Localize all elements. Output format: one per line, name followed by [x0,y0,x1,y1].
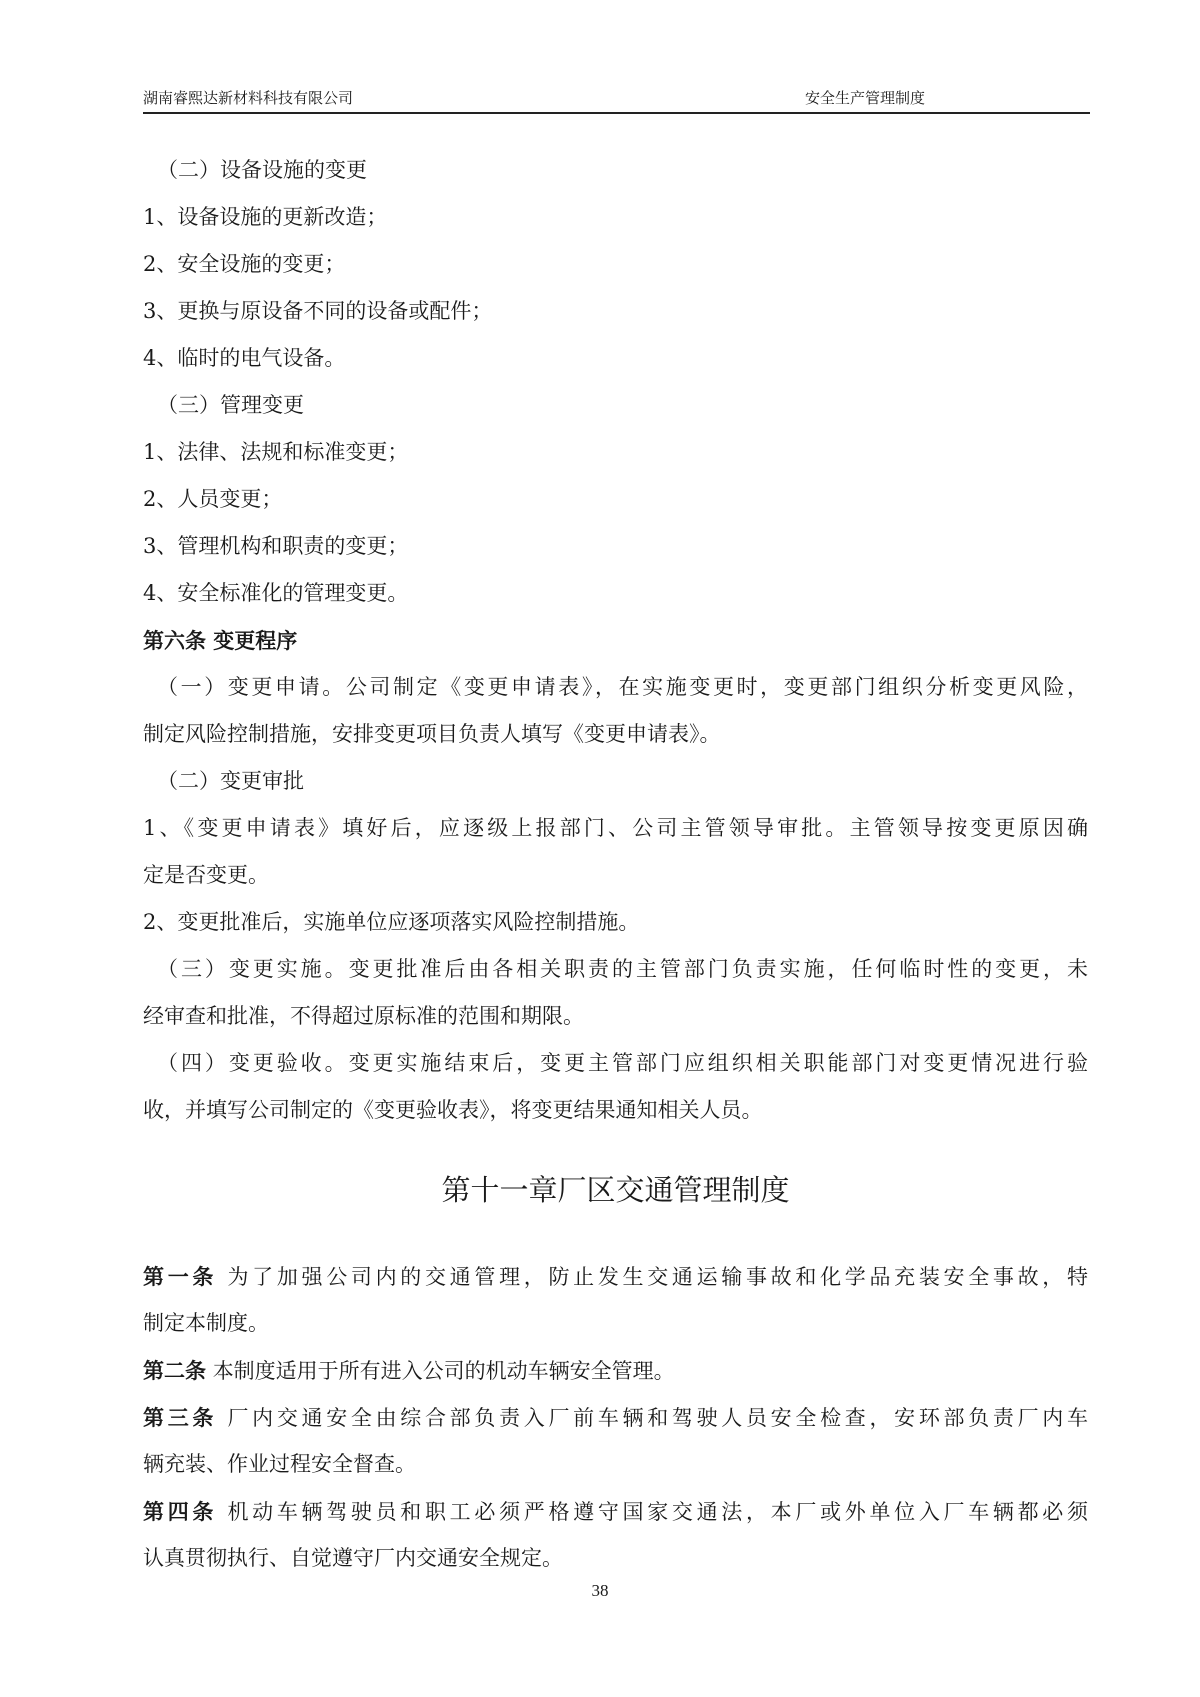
article [143,1394,1088,1488]
article-label: 第二条 [143,1358,206,1383]
page-header [143,82,1090,114]
list-item: 1、法律、法规和标准变更； [143,440,409,464]
header-doc-title: 安全生产管理制度 [805,89,926,107]
article-label: 第三条 [143,1405,218,1430]
paragraph-line: 收，并填写公司制定的《变更验收表》，将变更结果通知相关人员。 [143,1098,763,1122]
list-item: 3、管理机构和职责的变更； [143,534,409,558]
paragraph-line [143,1347,1088,1394]
article-label: 第四条 [143,1499,218,1524]
paragraph-line [143,1253,1088,1300]
paragraph-line: 2、变更批准后，实施单位应逐项落实风险控制措施。 [143,910,640,934]
paragraph-line [143,1394,1088,1441]
page-body [143,147,1088,1582]
article-text: 机动车辆驾驶员和职工必须严格遵守国家交通法，本厂或外单位入厂车辆都必须 [227,1500,1088,1524]
list-item: 2、人员变更； [143,487,283,511]
list-item: 3、更换与原设备不同的设备或配件； [143,299,493,323]
paragraph-line: 认真贯彻执行、自觉遵守厂内交通安全规定。 [143,1546,563,1570]
paragraph-line [143,1488,1088,1535]
list-item: 4、安全标准化的管理变更。 [143,581,409,605]
paragraph-line: （三）变更实施。变更批准后由各相关职责的主管部门负责实施，任何临时性的变更，未 [157,957,1088,981]
paragraph-line: 1、《变更申请表》填好后，应逐级上报部门、公司主管领导审批。主管领导按变更原因确 [143,816,1088,840]
header-company: 湖南睿熙达新材料科技有限公司 [143,89,354,107]
article-text: 厂内交通安全由综合部负责入厂前车辆和驾驶人员安全检查，安环部负责厂内车 [227,1406,1088,1430]
paragraph-line: 制定本制度。 [143,1311,269,1335]
section-heading: （二）变更审批 [157,769,304,793]
paragraph-line: （四）变更验收。变更实施结束后，变更主管部门应组织相关职能部门对变更情况进行验 [157,1051,1088,1075]
list-item: 4、临时的电气设备。 [143,346,346,370]
paragraph-line: （一）变更申请。公司制定《变更申请表》，在实施变更时，变更部门组织分析变更风险， [157,675,1088,699]
paragraph-line: 经审查和批准，不得超过原标准的范围和期限。 [143,1004,584,1028]
article [143,1253,1088,1347]
section-heading: （二）设备设施的变更 [157,158,367,182]
paragraph-line: 辆充装、作业过程安全督查。 [143,1452,416,1476]
paragraph-line: 制定风险控制措施，安排变更项目负责人填写《变更申请表》。 [143,722,721,746]
list-item: 2、安全设施的变更； [143,252,346,276]
article-label: 第一条 [143,1264,218,1289]
paragraph-line: 定是否变更。 [143,863,269,887]
article [143,1488,1088,1582]
list-item: 1、设备设施的更新改造； [143,205,388,229]
article-heading: 第六条 变更程序 [143,628,298,653]
article [143,1347,1088,1394]
chapter-title: 第十一章厂区交通管理制度 [441,1173,790,1207]
article-text: 本制度适用于所有进入公司的机动车辆安全管理。 [212,1359,675,1383]
article-text: 为了加强公司内的交通管理，防止发生交通运输事故和化学品充装安全事故，特 [227,1265,1088,1289]
section-heading: （三）管理变更 [157,393,304,417]
page-number: 38 [591,1581,609,1600]
